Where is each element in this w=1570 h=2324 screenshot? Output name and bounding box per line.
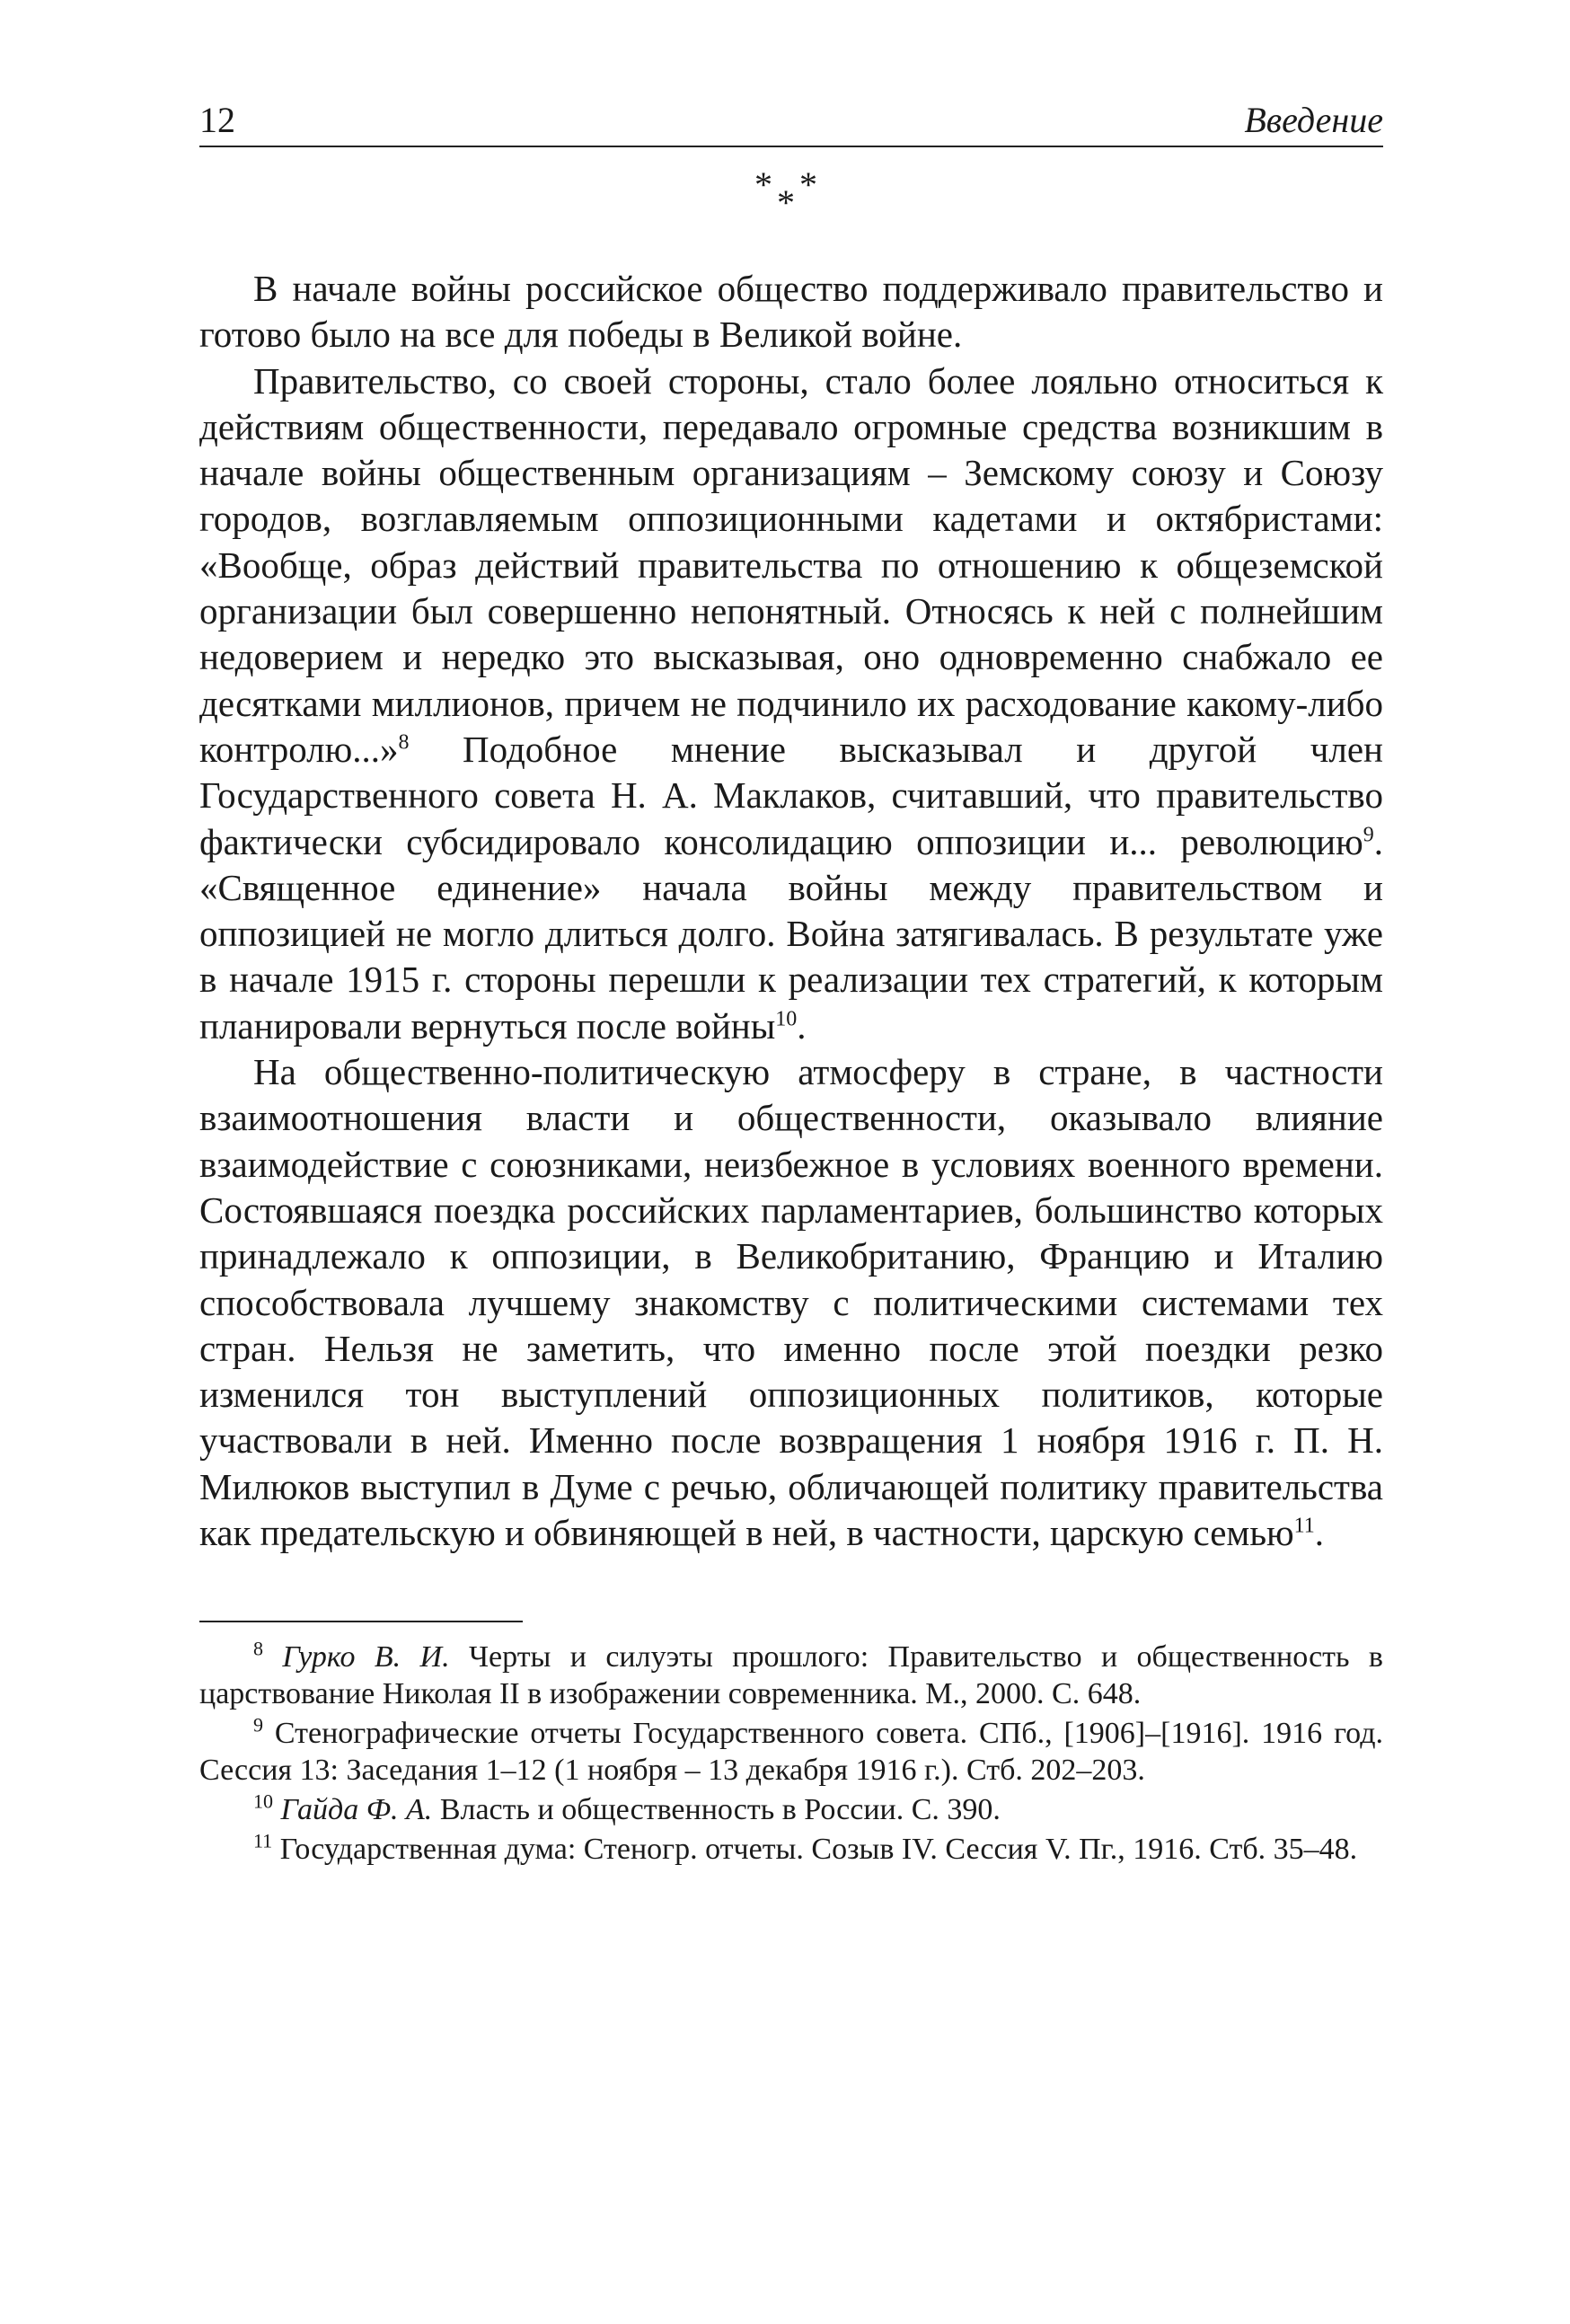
footnote-text: Государственная дума: Стеногр. отчеты. Созыв IV. Сессия V. Пг., 1916. Стб. 35–48. (279, 1833, 1358, 1867)
paragraph-text: Правительство, со своей стороны, стало более лояльно относиться к действиям общественности, передавало огромные средства возникшим в начале войны общественным организациям – Земскому союзу и Союзу городов, возглавляемым оппозиционными кадетами и октябристами: «Вообще, образ действий правительства по отношению к общеземской организации был совершенно непонятный. Относясь к ней с полнейшим недоверием и нередко это высказывая, оно одновременно снабжало ее десятками миллионов, причем не подчинило их расходование какому-либо контролю...» (199, 359, 1383, 770)
paragraph-text: . (1314, 1512, 1325, 1554)
footnote-author: Гурко В. И. (282, 1640, 450, 1675)
paragraph-text: Подобное мнение высказывал и другой член Государственного совета Н. А. Маклаков, считавший, что правительство фактически субсидировало консолидацию оппозиции и... революцию (199, 728, 1383, 862)
section-title: Введение (1244, 100, 1383, 140)
footnote (199, 1715, 1383, 1789)
footnotes (199, 1639, 1383, 1868)
footnote-reference[interactable]: 8 (398, 730, 410, 755)
footnote-number: 11 (253, 1829, 273, 1852)
footnote (199, 1639, 1383, 1712)
footnote-number: 9 (253, 1713, 263, 1736)
main-text (199, 266, 1383, 1556)
footnote-reference[interactable]: 10 (775, 1007, 798, 1031)
footnote (199, 1791, 1383, 1828)
asterism-star: * (754, 164, 772, 205)
paragraph-text: . (797, 1004, 807, 1047)
footnote-number: 10 (253, 1789, 273, 1813)
paragraph (199, 266, 1383, 358)
footnote-divider (199, 1621, 523, 1622)
footnote-text: Черты и силуэты прошлого: Правительство и общественность в царствование Николая II в изображении современника. М., 2000. С. 648. (199, 1640, 1383, 1711)
page-number: 12 (199, 100, 235, 140)
asterism-star: * (799, 164, 817, 205)
paragraph-text: . «Священное единение» начала войны между правительством и оппозицией не могло длиться долго. Война затягивалась. В результате уже в начале 1915 г. стороны перешли к реализации тех стратегий, к которым планировали вернуться после войны (199, 820, 1383, 1047)
running-head (199, 90, 1383, 147)
paragraph-text: На общественно-политическую атмосферу в стране, в частности взаимоотношения власти и общественности, оказывало влияние взаимодействие с союзниками, неизбежное в условиях военного времени. Состоявшаяся поездка российских парламентариев, большинство которых принадлежало к оппозиции, в Великобританию, Францию и Италию способствовала лучшему знакомству с политическими системами тех стран. Нельзя не заметить, что именно после этой поездки резко изменился тон выступлений оппозиционных политиков, которые участвовали в ней. Именно после возвращения 1 ноября 1916 г. П. Н. Милюков выступил в Думе с речью, обличающей политику правительства как предательскую и обвиняющей в ней, в частности, царскую семью (199, 1051, 1383, 1554)
footnote-reference[interactable]: 11 (1293, 1514, 1315, 1538)
footnote (199, 1831, 1383, 1868)
footnote-text: Власть и общественность в России. С. 390. (432, 1793, 1001, 1827)
footnote-text: Стенографические отчеты Государственного совета. СПб., [1906]–[1916]. 1916 год. Сессия 13: Заседания 1–12 (1 ноября – 13 декабря 1916 г.). Стб. 202–203. (199, 1717, 1383, 1788)
footnote-author: Гайда Ф. А. (280, 1793, 433, 1827)
paragraph (199, 358, 1383, 1049)
book-page (199, 90, 1383, 1870)
footnote-reference[interactable]: 9 (1363, 822, 1374, 846)
section-separator-asterism (199, 158, 1383, 248)
paragraph-text: В начале войны российское общество поддерживало правительство и готово было на все для победы в Великой войне. (199, 268, 1383, 356)
footnote-number: 8 (253, 1637, 263, 1660)
paragraph (199, 1049, 1383, 1556)
asterism-star: * (777, 182, 795, 223)
